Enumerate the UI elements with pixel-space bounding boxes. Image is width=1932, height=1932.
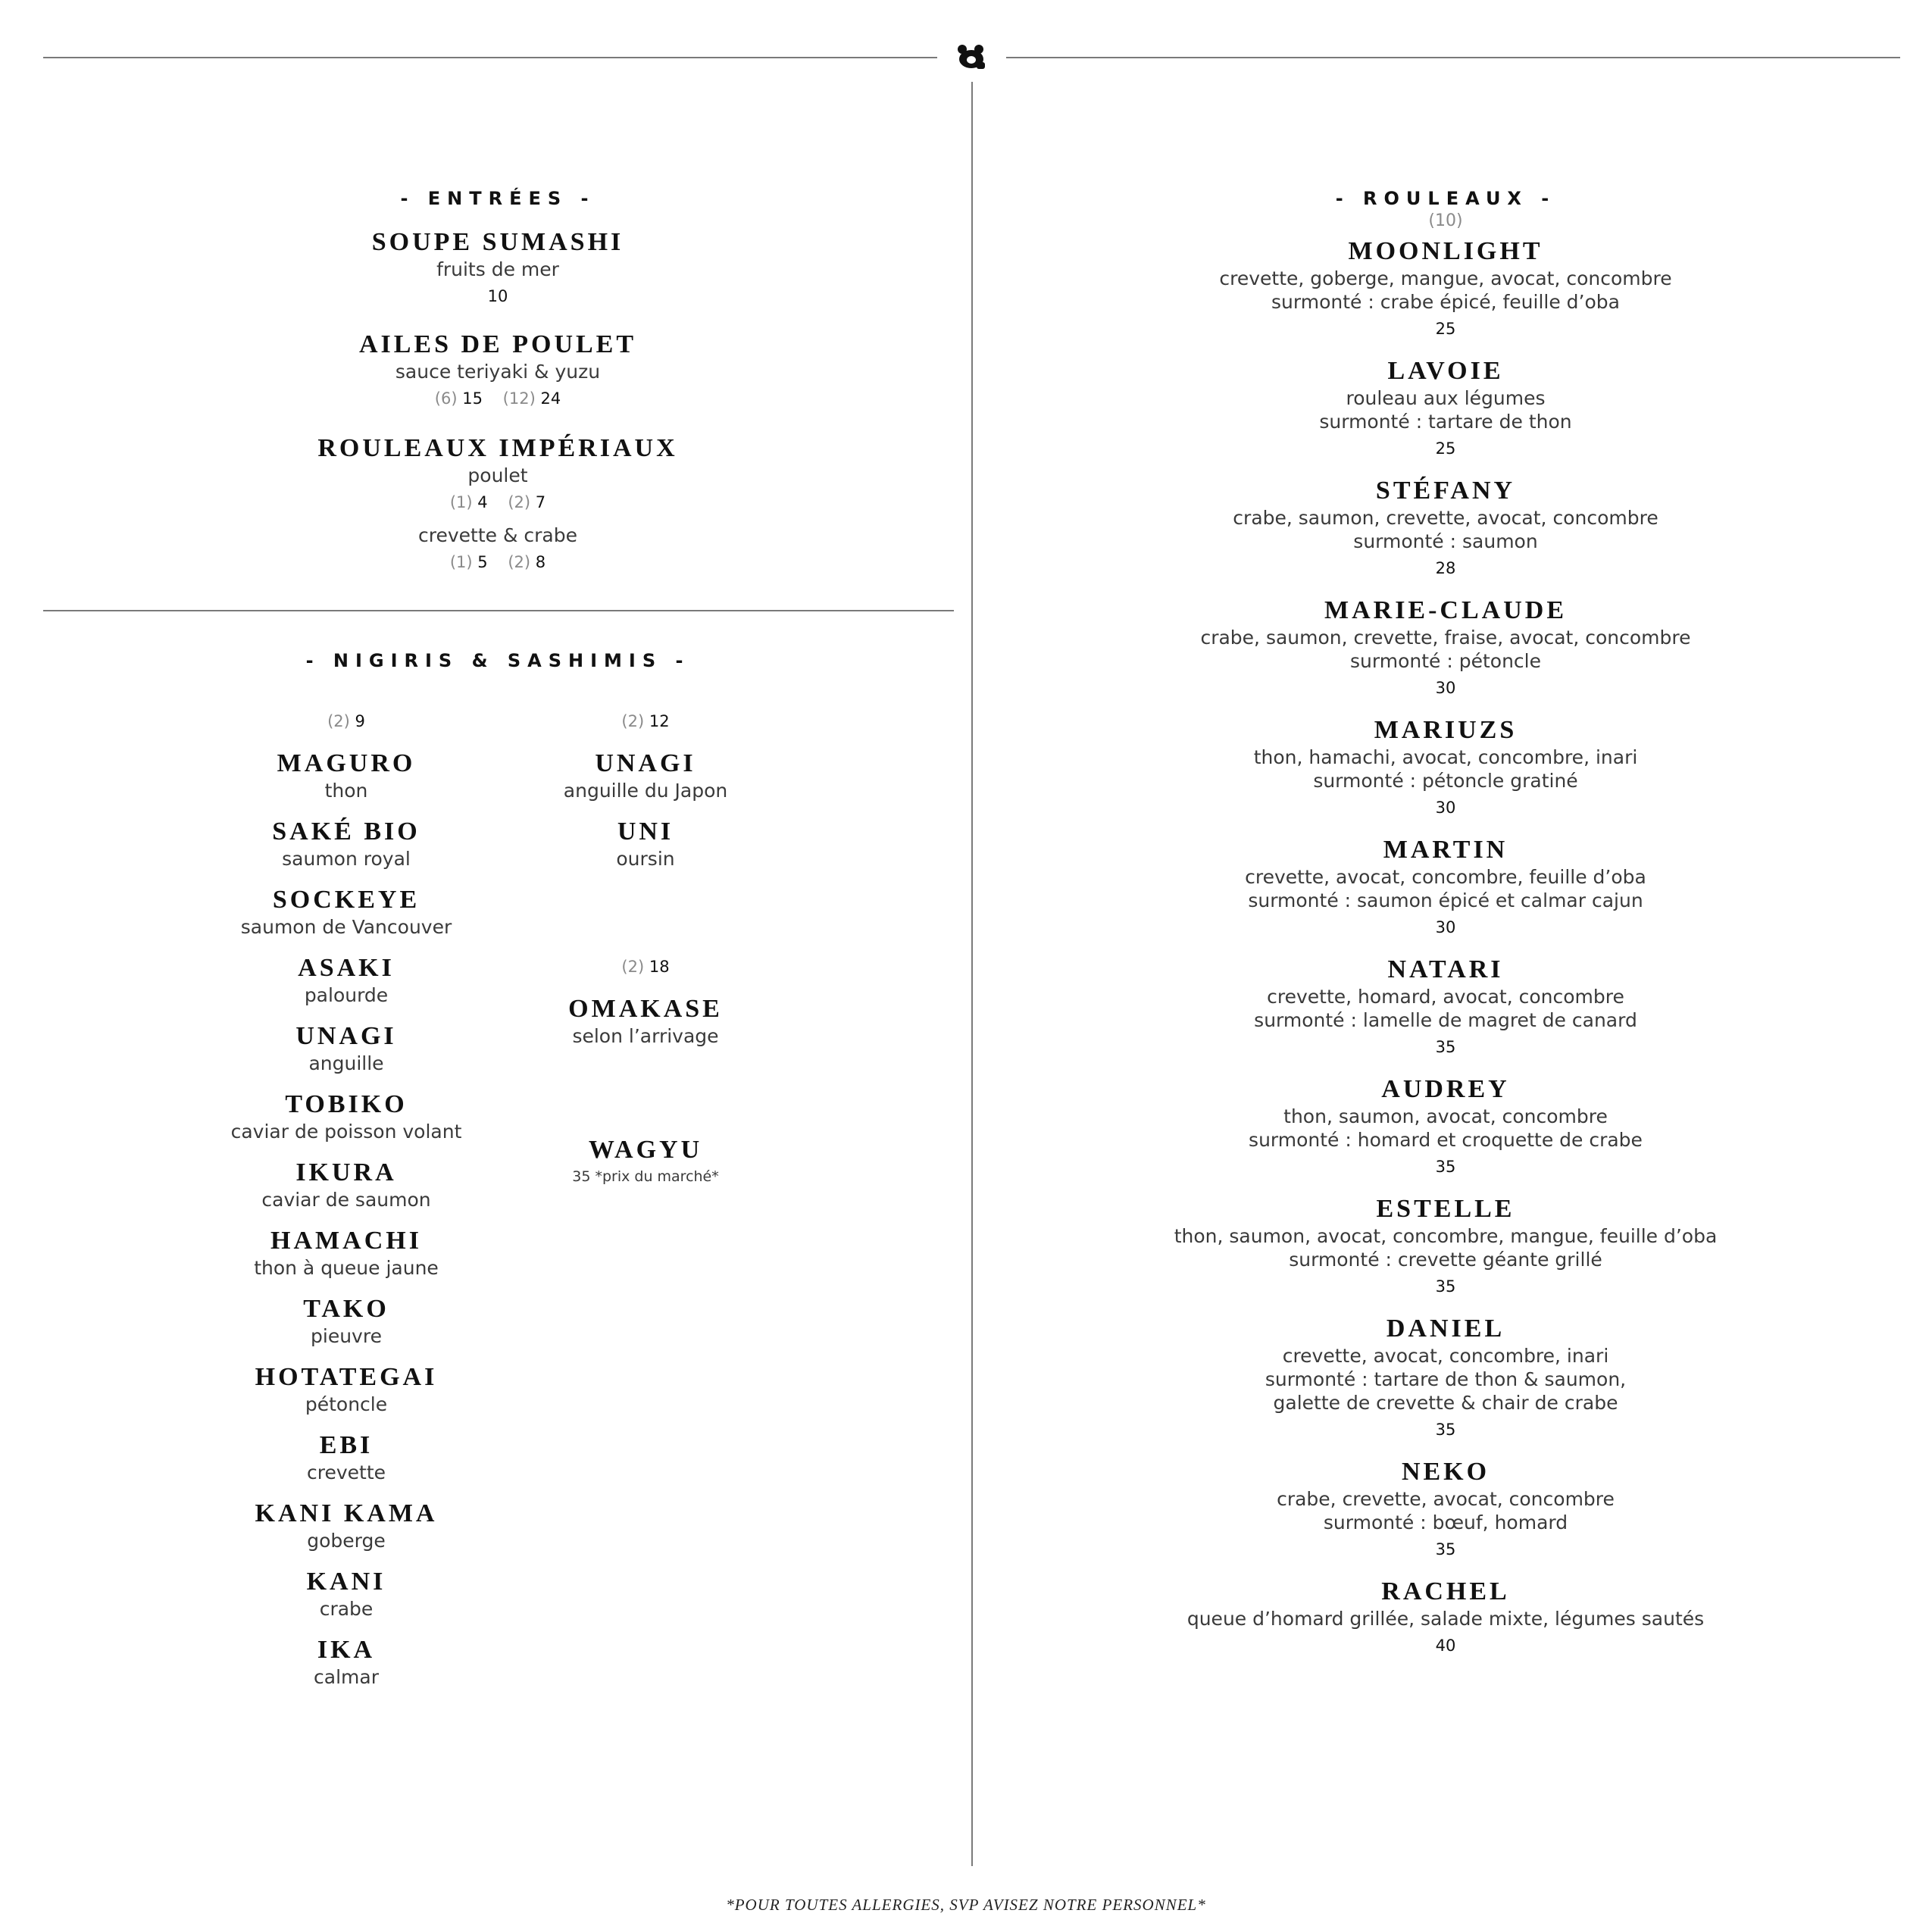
item-name: RACHEL [1381, 1577, 1510, 1605]
price-value: 8 [535, 553, 546, 571]
item-name: KANI KAMA [255, 1499, 438, 1527]
menu-item [195, 1294, 498, 1348]
item-desc: poulet [467, 464, 528, 486]
item-name: EBI [319, 1431, 374, 1459]
item-name: NEKO [1401, 1458, 1490, 1486]
item-desc: queue d’homard grillée, salade mixte, légumes sautés [1186, 1608, 1705, 1630]
nigiris-left-column [195, 711, 498, 1689]
price-value: 4 [477, 493, 488, 511]
price-value: 7 [535, 493, 546, 511]
item-desc: surmonté : bœuf, homard [1323, 1512, 1568, 1533]
roll-item [1143, 1194, 1749, 1297]
roll-item [1143, 715, 1749, 818]
menu-item [494, 994, 797, 1048]
vertical-divider [971, 82, 973, 1866]
item-name: MAGURO [277, 749, 416, 777]
item-desc: crevette, avocat, concombre, feuille d’oba [1245, 866, 1646, 888]
item-price: 25 [1435, 439, 1456, 458]
item-price [270, 552, 725, 573]
item-desc: surmonté : saumon [1353, 530, 1538, 552]
item-price: 25 [1435, 320, 1456, 338]
item-desc: saumon de Vancouver [240, 916, 452, 938]
item-name: SOUPE SUMASHI [371, 228, 624, 256]
restaurant-logo-icon [956, 44, 986, 70]
menu-item [195, 1021, 498, 1075]
menu-item [195, 1430, 498, 1484]
item-desc: thon, saumon, avocat, concombre, mangue, feuille d’oba [1174, 1225, 1718, 1247]
qty-label: (12) [502, 389, 536, 408]
item-price: 30 [1435, 679, 1456, 697]
price-value: 9 [355, 712, 365, 730]
item-price: 30 [1435, 799, 1456, 817]
item-price: 35 *prix du marché* [572, 1168, 719, 1185]
item-desc: surmonté : pétoncle [1350, 650, 1541, 672]
item-price: 28 [1435, 559, 1456, 577]
item-name: UNAGI [595, 749, 696, 777]
item-desc: pétoncle [305, 1393, 388, 1415]
qty-label: (1) [449, 553, 473, 571]
item-desc: calmar [314, 1666, 379, 1688]
item-desc: sauce teriyaki & yuzu [395, 361, 601, 383]
item-name: MOONLIGHT [1348, 237, 1543, 265]
roll-item [1143, 236, 1749, 339]
rouleaux-section [1143, 211, 1749, 1656]
nigiris-title: - NIGIRIS & SASHIMIS - [305, 650, 690, 671]
item-name: DANIEL [1386, 1315, 1505, 1343]
price-value: 18 [649, 958, 670, 976]
item-name: IKURA [295, 1158, 397, 1186]
item-name: HAMACHI [270, 1227, 422, 1255]
allergy-note: *POUR TOUTES ALLERGIES, SVP AVISEZ NOTRE PERSONNEL* [726, 1896, 1206, 1914]
roll-item [1143, 1074, 1749, 1177]
item-price: 40 [1435, 1637, 1456, 1655]
item-desc: crevette [306, 1462, 386, 1483]
menu-item [494, 817, 797, 871]
roll-item [1143, 356, 1749, 459]
qty-label: (2) [508, 553, 531, 571]
item-name: OMAKASE [568, 995, 723, 1023]
roll-item [1143, 1457, 1749, 1560]
item-name: WAGYU [588, 1136, 703, 1164]
item-name: MARIE-CLAUDE [1324, 596, 1567, 624]
menu-item [195, 1362, 498, 1416]
menu-item [195, 885, 498, 939]
item-price [270, 388, 725, 409]
roll-item [1143, 1314, 1749, 1440]
menu-item [195, 1158, 498, 1211]
section-divider [43, 610, 954, 611]
menu-item [195, 817, 498, 871]
qty-label: (2) [621, 958, 645, 976]
item-desc: thon, hamachi, avocat, concombre, inari [1253, 746, 1638, 768]
item-name: AILES DE POULET [358, 330, 637, 358]
price-value: 5 [477, 553, 488, 571]
item-desc: palourde [304, 984, 389, 1006]
qty-label: (1) [449, 493, 473, 511]
menu-item [270, 227, 725, 307]
item-desc: pieuvre [311, 1325, 382, 1347]
item-price: 35 [1435, 1540, 1456, 1558]
qty-label: (2) [327, 712, 350, 730]
price-value: 12 [649, 712, 670, 730]
item-price: 35 [1435, 1421, 1456, 1439]
item-name: MARIUZS [1374, 716, 1518, 744]
item-desc: crabe [319, 1598, 374, 1620]
menu-item [270, 433, 725, 573]
item-desc: crabe, crevette, avocat, concombre [1277, 1488, 1615, 1510]
item-desc: crabe, saumon, crevette, avocat, concombre [1233, 507, 1658, 529]
roll-item [1143, 1577, 1749, 1656]
item-desc: crabe, saumon, crevette, fraise, avocat, concombre [1200, 627, 1691, 649]
menu-item [494, 749, 797, 802]
menu-item [195, 953, 498, 1007]
menu-item [195, 1635, 498, 1689]
nigiris-right-column [494, 711, 797, 871]
roll-item [1143, 596, 1749, 699]
item-desc: thon [324, 780, 368, 802]
item-desc: crevette, avocat, concombre, inari [1282, 1345, 1609, 1367]
group-price [494, 956, 797, 977]
entrees-title: - ENTRÉES - [400, 188, 596, 209]
item-desc: anguille du Japon [563, 780, 728, 802]
entrees-section [270, 227, 725, 573]
item-price: 35 [1435, 1277, 1456, 1296]
item-name: STÉFANY [1375, 477, 1516, 505]
top-rule-left [43, 57, 937, 58]
rouleaux-list [1143, 236, 1749, 1656]
item-name: ESTELLE [1376, 1195, 1515, 1223]
menu-item [195, 1089, 498, 1143]
item-desc: surmonté : saumon épicé et calmar cajun [1248, 889, 1643, 911]
item-desc: crevette, goberge, mangue, avocat, concombre [1219, 267, 1672, 289]
menu-item [195, 749, 498, 802]
item-desc: thon à queue jaune [254, 1257, 439, 1279]
item-desc: surmonté : crevette géante grillé [1289, 1249, 1602, 1271]
menu-item [270, 330, 725, 409]
qty-label: (2) [621, 712, 645, 730]
roll-item [1143, 955, 1749, 1058]
item-name: IKA [317, 1636, 376, 1664]
roll-item [1143, 835, 1749, 938]
item-name: LAVOIE [1387, 357, 1504, 385]
item-desc: fruits de mer [436, 258, 559, 280]
menu-item [195, 1226, 498, 1280]
item-price: 35 [1435, 1158, 1456, 1176]
item-name: NATARI [1387, 955, 1504, 983]
item-name: ROULEAUX IMPÉRIAUX [317, 434, 678, 462]
roll-item [1143, 476, 1749, 579]
item-name: TOBIKO [285, 1090, 408, 1118]
item-name: KANI [306, 1568, 386, 1596]
item-desc: surmonté : crabe épicé, feuille d’oba [1271, 291, 1620, 313]
item-desc: surmonté : lamelle de magret de canard [1254, 1009, 1637, 1031]
item-name: SOCKEYE [272, 886, 420, 914]
item-desc: caviar de saumon [261, 1189, 431, 1211]
item-desc: anguille [308, 1052, 384, 1074]
item-desc: caviar de poisson volant [230, 1121, 462, 1143]
item-name: ASAKI [298, 954, 395, 982]
item-desc: saumon royal [282, 848, 411, 870]
nigiri-list [195, 749, 498, 1689]
item-name: TAKO [303, 1295, 389, 1323]
qty-label: (2) [508, 493, 531, 511]
rouleaux-title: - ROULEAUX - [1335, 188, 1556, 209]
item-desc: galette de crevette & chair de crabe [1273, 1392, 1618, 1414]
top-rule-right [1006, 57, 1900, 58]
rouleaux-count: (10) [1428, 211, 1463, 230]
item-name: HOTATEGAI [255, 1363, 438, 1391]
item-desc: selon l’arrivage [572, 1025, 719, 1047]
item-name: MARTIN [1383, 836, 1508, 864]
item-price [270, 492, 725, 513]
item-price: 30 [1435, 918, 1456, 936]
price-value: 15 [462, 389, 483, 408]
item-desc: surmonté : tartare de thon [1319, 411, 1572, 433]
menu-item [195, 1499, 498, 1552]
group-price [195, 711, 498, 732]
item-desc: surmonté : homard et croquette de crabe [1249, 1129, 1643, 1151]
wagyu-item [494, 1135, 797, 1185]
menu-item [195, 1567, 498, 1621]
item-name: AUDREY [1381, 1075, 1510, 1103]
qty-label: (6) [434, 389, 458, 408]
item-price: 35 [1435, 1038, 1456, 1056]
item-desc: goberge [307, 1530, 386, 1552]
item-price: 10 [487, 287, 508, 305]
item-desc: surmonté : tartare de thon & saumon, [1265, 1368, 1627, 1390]
omakase-group [494, 956, 797, 1048]
item-name: UNI [617, 818, 674, 846]
item-name: SAKÉ BIO [272, 818, 420, 846]
group-price [494, 711, 797, 732]
item-desc: crevette, homard, avocat, concombre [1267, 986, 1624, 1008]
price-value: 24 [540, 389, 561, 408]
item-name: UNAGI [295, 1022, 397, 1050]
item-desc: crevette & crabe [418, 524, 577, 546]
item-desc: thon, saumon, avocat, concombre [1283, 1105, 1608, 1127]
item-desc: surmonté : pétoncle gratiné [1313, 770, 1578, 792]
item-desc: rouleau aux légumes [1346, 387, 1546, 409]
item-desc: oursin [616, 848, 675, 870]
